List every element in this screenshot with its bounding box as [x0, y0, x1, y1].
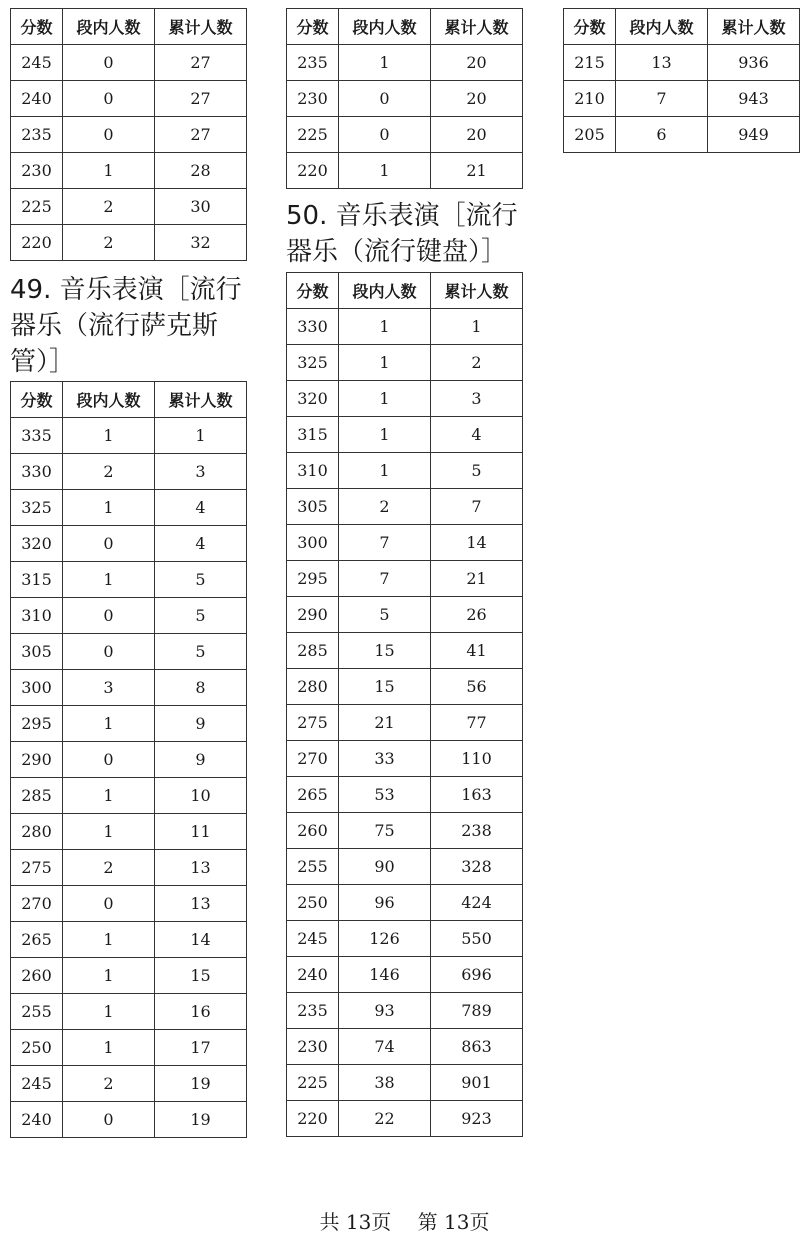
cell-segment-count: 33 — [339, 741, 431, 777]
cell-cumulative-count: 5 — [431, 453, 523, 489]
cell-cumulative-count: 901 — [431, 1065, 523, 1101]
cell-segment-count: 21 — [339, 705, 431, 741]
table-row — [287, 849, 523, 885]
cell-score: 220 — [287, 153, 339, 189]
cell-score: 220 — [11, 225, 63, 261]
table-row — [564, 45, 800, 81]
cell-score: 260 — [287, 813, 339, 849]
section-49-title: 49. 音乐表演［流行器乐（流行萨克斯管）］ — [10, 275, 242, 377]
cell-score: 285 — [287, 633, 339, 669]
cell-score: 250 — [287, 885, 339, 921]
cell-cumulative-count: 238 — [431, 813, 523, 849]
table-row — [11, 598, 247, 634]
cell-cumulative-count: 14 — [431, 525, 523, 561]
cell-score: 245 — [11, 45, 63, 81]
cell-segment-count: 1 — [63, 706, 155, 742]
header-cumulative-count: 累计人数 — [431, 9, 523, 45]
table-row — [11, 1066, 247, 1102]
table-row — [287, 885, 523, 921]
cell-score: 215 — [564, 45, 616, 81]
cell-segment-count: 0 — [63, 526, 155, 562]
cell-cumulative-count: 1 — [155, 418, 247, 454]
cell-score: 230 — [287, 81, 339, 117]
table-row — [11, 886, 247, 922]
cell-cumulative-count: 949 — [708, 117, 800, 153]
cell-segment-count: 1 — [339, 453, 431, 489]
section-50-title: 50. 音乐表演［流行器乐（流行键盘）］ — [286, 201, 518, 267]
header-segment-count: 段内人数 — [616, 9, 708, 45]
cell-cumulative-count: 19 — [155, 1066, 247, 1102]
cell-segment-count: 1 — [63, 562, 155, 598]
cell-cumulative-count: 20 — [431, 81, 523, 117]
header-row — [11, 9, 247, 45]
table-header — [287, 273, 523, 309]
total-pages: 共 13页 — [319, 1210, 392, 1234]
table-row — [11, 526, 247, 562]
table-row — [11, 225, 247, 261]
cell-score: 330 — [287, 309, 339, 345]
table-row — [287, 561, 523, 597]
cell-cumulative-count: 7 — [431, 489, 523, 525]
cell-score: 320 — [11, 526, 63, 562]
header-row — [287, 9, 523, 45]
cell-segment-count: 1 — [63, 153, 155, 189]
cell-segment-count: 126 — [339, 921, 431, 957]
table-row — [287, 453, 523, 489]
cell-score: 295 — [287, 561, 339, 597]
header-score: 分数 — [287, 273, 339, 309]
cell-segment-count: 3 — [63, 670, 155, 706]
cell-segment-count: 0 — [63, 1102, 155, 1138]
header-score: 分数 — [11, 9, 63, 45]
cell-segment-count: 1 — [339, 417, 431, 453]
header-score: 分数 — [11, 382, 63, 418]
cell-score: 275 — [287, 705, 339, 741]
cell-segment-count: 2 — [63, 225, 155, 261]
table-row — [287, 345, 523, 381]
cell-cumulative-count: 923 — [431, 1101, 523, 1137]
cell-cumulative-count: 5 — [155, 634, 247, 670]
cell-score: 265 — [287, 777, 339, 813]
cell-score: 310 — [11, 598, 63, 634]
header-segment-count: 段内人数 — [63, 9, 155, 45]
table-row — [287, 741, 523, 777]
table-row — [11, 562, 247, 598]
cell-score: 320 — [287, 381, 339, 417]
header-segment-count: 段内人数 — [339, 273, 431, 309]
table-row — [287, 309, 523, 345]
cell-cumulative-count: 424 — [431, 885, 523, 921]
table-row — [11, 706, 247, 742]
cell-segment-count: 0 — [339, 117, 431, 153]
cell-cumulative-count: 16 — [155, 994, 247, 1030]
cell-score: 245 — [287, 921, 339, 957]
cell-score: 255 — [11, 994, 63, 1030]
cell-segment-count: 90 — [339, 849, 431, 885]
cell-score: 225 — [11, 189, 63, 225]
cell-cumulative-count: 3 — [155, 454, 247, 490]
cell-score: 235 — [287, 45, 339, 81]
table-row — [287, 597, 523, 633]
cell-score: 240 — [11, 81, 63, 117]
header-score: 分数 — [287, 9, 339, 45]
table-row — [11, 153, 247, 189]
cell-segment-count: 5 — [339, 597, 431, 633]
cell-cumulative-count: 5 — [155, 562, 247, 598]
cell-score: 325 — [11, 490, 63, 526]
cell-score: 205 — [564, 117, 616, 153]
cell-segment-count: 2 — [63, 454, 155, 490]
cell-score: 275 — [11, 850, 63, 886]
cell-score: 280 — [287, 669, 339, 705]
cell-score: 240 — [11, 1102, 63, 1138]
cell-score: 235 — [287, 993, 339, 1029]
table-row — [287, 45, 523, 81]
cell-score: 305 — [287, 489, 339, 525]
table-row — [287, 921, 523, 957]
cell-cumulative-count: 20 — [431, 45, 523, 81]
table-row — [11, 189, 247, 225]
cell-score: 290 — [11, 742, 63, 778]
cell-score: 250 — [11, 1030, 63, 1066]
table-row — [287, 669, 523, 705]
score-table-col3-top — [563, 8, 800, 153]
cell-segment-count: 15 — [339, 633, 431, 669]
cell-score: 315 — [287, 417, 339, 453]
cell-cumulative-count: 110 — [431, 741, 523, 777]
table-row — [287, 153, 523, 189]
cell-cumulative-count: 27 — [155, 45, 247, 81]
cell-cumulative-count: 8 — [155, 670, 247, 706]
cell-score: 240 — [287, 957, 339, 993]
cell-cumulative-count: 17 — [155, 1030, 247, 1066]
cell-cumulative-count: 9 — [155, 706, 247, 742]
cell-score: 330 — [11, 454, 63, 490]
cell-score: 280 — [11, 814, 63, 850]
cell-score: 335 — [11, 418, 63, 454]
table-row — [11, 778, 247, 814]
table-row — [287, 813, 523, 849]
cell-segment-count: 38 — [339, 1065, 431, 1101]
table-row — [287, 1029, 523, 1065]
cell-segment-count: 1 — [339, 45, 431, 81]
cell-score: 225 — [287, 1065, 339, 1101]
cell-segment-count: 53 — [339, 777, 431, 813]
cell-cumulative-count: 4 — [155, 526, 247, 562]
table-row — [11, 1030, 247, 1066]
cell-score: 290 — [287, 597, 339, 633]
cell-score: 220 — [287, 1101, 339, 1137]
table-row — [564, 117, 800, 153]
cell-segment-count: 6 — [616, 117, 708, 153]
cell-segment-count: 2 — [339, 489, 431, 525]
score-table-col1-top — [10, 8, 247, 261]
cell-cumulative-count: 163 — [431, 777, 523, 813]
header-row — [287, 273, 523, 309]
table-row — [287, 117, 523, 153]
header-score: 分数 — [564, 9, 616, 45]
cell-segment-count: 7 — [339, 561, 431, 597]
cell-cumulative-count: 28 — [155, 153, 247, 189]
table-row — [287, 777, 523, 813]
table-row — [11, 922, 247, 958]
cell-cumulative-count: 15 — [155, 958, 247, 994]
cell-score: 235 — [11, 117, 63, 153]
cell-segment-count: 1 — [63, 778, 155, 814]
cell-cumulative-count: 4 — [431, 417, 523, 453]
cell-cumulative-count: 56 — [431, 669, 523, 705]
cell-segment-count: 1 — [63, 418, 155, 454]
table-row — [11, 670, 247, 706]
cell-cumulative-count: 27 — [155, 117, 247, 153]
table-row — [11, 418, 247, 454]
cell-cumulative-count: 328 — [431, 849, 523, 885]
cell-cumulative-count: 13 — [155, 886, 247, 922]
cell-segment-count: 7 — [339, 525, 431, 561]
cell-segment-count: 7 — [616, 81, 708, 117]
header-row — [11, 382, 247, 418]
table-row — [287, 381, 523, 417]
cell-cumulative-count: 21 — [431, 561, 523, 597]
table-row — [287, 1101, 523, 1137]
cell-segment-count: 0 — [63, 45, 155, 81]
cell-cumulative-count: 13 — [155, 850, 247, 886]
cell-cumulative-count: 30 — [155, 189, 247, 225]
cell-segment-count: 0 — [63, 634, 155, 670]
cell-segment-count: 1 — [339, 345, 431, 381]
cell-cumulative-count: 943 — [708, 81, 800, 117]
cell-segment-count: 1 — [63, 490, 155, 526]
table-row — [287, 489, 523, 525]
cell-segment-count: 93 — [339, 993, 431, 1029]
cell-cumulative-count: 2 — [431, 345, 523, 381]
cell-cumulative-count: 32 — [155, 225, 247, 261]
table-row — [564, 81, 800, 117]
cell-cumulative-count: 5 — [155, 598, 247, 634]
cell-score: 255 — [287, 849, 339, 885]
header-cumulative-count: 累计人数 — [708, 9, 800, 45]
cell-cumulative-count: 550 — [431, 921, 523, 957]
cell-segment-count: 0 — [63, 81, 155, 117]
header-segment-count: 段内人数 — [339, 9, 431, 45]
table-header — [11, 9, 247, 45]
cell-score: 300 — [11, 670, 63, 706]
cell-cumulative-count: 10 — [155, 778, 247, 814]
cell-segment-count: 146 — [339, 957, 431, 993]
table-header — [564, 9, 800, 45]
header-segment-count: 段内人数 — [63, 382, 155, 418]
cell-segment-count: 1 — [63, 922, 155, 958]
header-cumulative-count: 累计人数 — [431, 273, 523, 309]
cell-cumulative-count: 11 — [155, 814, 247, 850]
cell-score: 230 — [287, 1029, 339, 1065]
table-row — [11, 454, 247, 490]
table-row — [11, 994, 247, 1030]
table-row — [287, 993, 523, 1029]
table-row — [11, 81, 247, 117]
cell-score: 325 — [287, 345, 339, 381]
cell-score: 295 — [11, 706, 63, 742]
score-table-col2-top — [286, 8, 523, 189]
table-row — [11, 742, 247, 778]
cell-score: 315 — [11, 562, 63, 598]
cell-score: 230 — [11, 153, 63, 189]
score-table-section-49 — [10, 381, 247, 1138]
cell-segment-count: 13 — [616, 45, 708, 81]
page-footer — [0, 1206, 809, 1235]
cell-cumulative-count: 19 — [155, 1102, 247, 1138]
cell-segment-count: 0 — [63, 886, 155, 922]
cell-score: 270 — [287, 741, 339, 777]
cell-cumulative-count: 696 — [431, 957, 523, 993]
cell-score: 225 — [287, 117, 339, 153]
table-header — [11, 382, 247, 418]
cell-segment-count: 0 — [63, 598, 155, 634]
table-row — [11, 45, 247, 81]
cell-segment-count: 1 — [339, 309, 431, 345]
cell-cumulative-count: 27 — [155, 81, 247, 117]
cell-score: 285 — [11, 778, 63, 814]
table-row — [11, 958, 247, 994]
header-cumulative-count: 累计人数 — [155, 9, 247, 45]
table-row — [11, 814, 247, 850]
cell-cumulative-count: 936 — [708, 45, 800, 81]
table-header — [287, 9, 523, 45]
cell-segment-count: 1 — [63, 958, 155, 994]
cell-cumulative-count: 4 — [155, 490, 247, 526]
cell-segment-count: 15 — [339, 669, 431, 705]
cell-cumulative-count: 41 — [431, 633, 523, 669]
cell-cumulative-count: 20 — [431, 117, 523, 153]
cell-cumulative-count: 3 — [431, 381, 523, 417]
cell-score: 245 — [11, 1066, 63, 1102]
table-row — [11, 117, 247, 153]
cell-segment-count: 1 — [63, 994, 155, 1030]
cell-segment-count: 96 — [339, 885, 431, 921]
cell-segment-count: 2 — [63, 850, 155, 886]
cell-cumulative-count: 21 — [431, 153, 523, 189]
cell-segment-count: 74 — [339, 1029, 431, 1065]
cell-cumulative-count: 789 — [431, 993, 523, 1029]
cell-segment-count: 0 — [63, 742, 155, 778]
cell-segment-count: 1 — [339, 153, 431, 189]
cell-cumulative-count: 26 — [431, 597, 523, 633]
table-row — [287, 1065, 523, 1101]
cell-cumulative-count: 14 — [155, 922, 247, 958]
table-row — [287, 705, 523, 741]
cell-score: 310 — [287, 453, 339, 489]
cell-segment-count: 0 — [63, 117, 155, 153]
table-row — [11, 850, 247, 886]
cell-score: 210 — [564, 81, 616, 117]
cell-score: 265 — [11, 922, 63, 958]
table-row — [287, 633, 523, 669]
header-row — [564, 9, 800, 45]
cell-segment-count: 1 — [63, 1030, 155, 1066]
score-table-section-50 — [286, 272, 523, 1137]
cell-segment-count: 1 — [63, 814, 155, 850]
current-page: 第 13页 — [417, 1210, 490, 1234]
table-row — [11, 634, 247, 670]
table-row — [11, 490, 247, 526]
cell-cumulative-count: 863 — [431, 1029, 523, 1065]
cell-cumulative-count: 77 — [431, 705, 523, 741]
table-row — [287, 81, 523, 117]
cell-score: 305 — [11, 634, 63, 670]
header-cumulative-count: 累计人数 — [155, 382, 247, 418]
cell-score: 260 — [11, 958, 63, 994]
cell-segment-count: 1 — [339, 381, 431, 417]
cell-segment-count: 2 — [63, 1066, 155, 1102]
cell-score: 270 — [11, 886, 63, 922]
table-row — [287, 525, 523, 561]
cell-segment-count: 75 — [339, 813, 431, 849]
cell-cumulative-count: 9 — [155, 742, 247, 778]
cell-score: 300 — [287, 525, 339, 561]
cell-cumulative-count: 1 — [431, 309, 523, 345]
table-row — [287, 417, 523, 453]
table-row — [11, 1102, 247, 1138]
cell-segment-count: 0 — [339, 81, 431, 117]
cell-segment-count: 22 — [339, 1101, 431, 1137]
table-row — [287, 957, 523, 993]
cell-segment-count: 2 — [63, 189, 155, 225]
